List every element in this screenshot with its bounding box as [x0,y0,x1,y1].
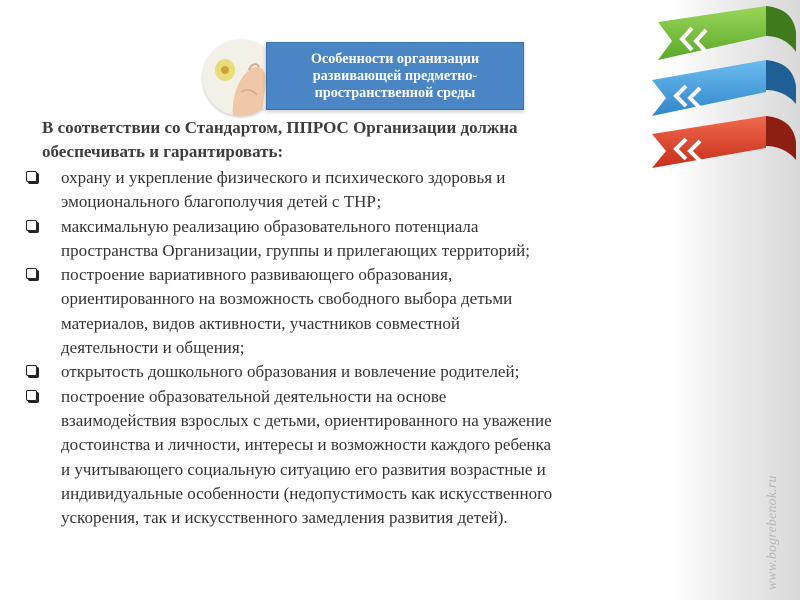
slide-title: Особенности организации развивающей предметно- пространственной среды [310,50,480,101]
requirements-list [30,166,670,530]
content [30,116,670,530]
list-item-text: максимальную реализацию образовательного потенциала пространства Организации, группы и прилегающих территорий; [61,216,531,260]
ribbon-blue [652,60,796,116]
list-item [30,360,670,384]
ribbon-arrows [648,0,800,180]
bullet-checkbox-icon [26,220,37,231]
list-item-text: открытость дошкольного образования и вовлечение родителей; [61,362,520,382]
ribbon-green [658,6,796,60]
bullet-checkbox-icon [26,268,37,279]
title-banner [266,42,524,110]
ribbon-red [652,116,796,168]
list-item-text: охрану и укрепление физического и психического здоровья и эмоционального благополучия детей с ТНР; [61,168,506,212]
watermark: www.bogrebenok.ru [764,475,779,590]
bullet-checkbox-icon [26,390,37,401]
list-item [30,215,670,264]
list-item-text: построение образовательной деятельности на основе взаимодействия взрослых с детьми, ориентированного на уважение достоинства и личности, интересы и возможности каждого ребенка и учитывающего социальную ситуацию его развития возрастные и индивидуальные особенности (недопустимость как искусственного ускорения, так и искусственного замедления развития детей). [61,386,553,528]
content-heading: В соответствии со Стандартом, ППРОС Организации должна обеспечивать и гарантировать: [42,118,518,161]
bullet-checkbox-icon [26,171,37,182]
list-item [30,166,670,215]
list-item-text: построение вариативного развивающего образования, ориентированного на возможность свободного выбора детьми материалов, видов активности, участников совместной деятельности и общения; [61,265,513,358]
list-item [30,263,670,360]
list-item [30,385,670,531]
bullet-checkbox-icon [26,365,37,376]
